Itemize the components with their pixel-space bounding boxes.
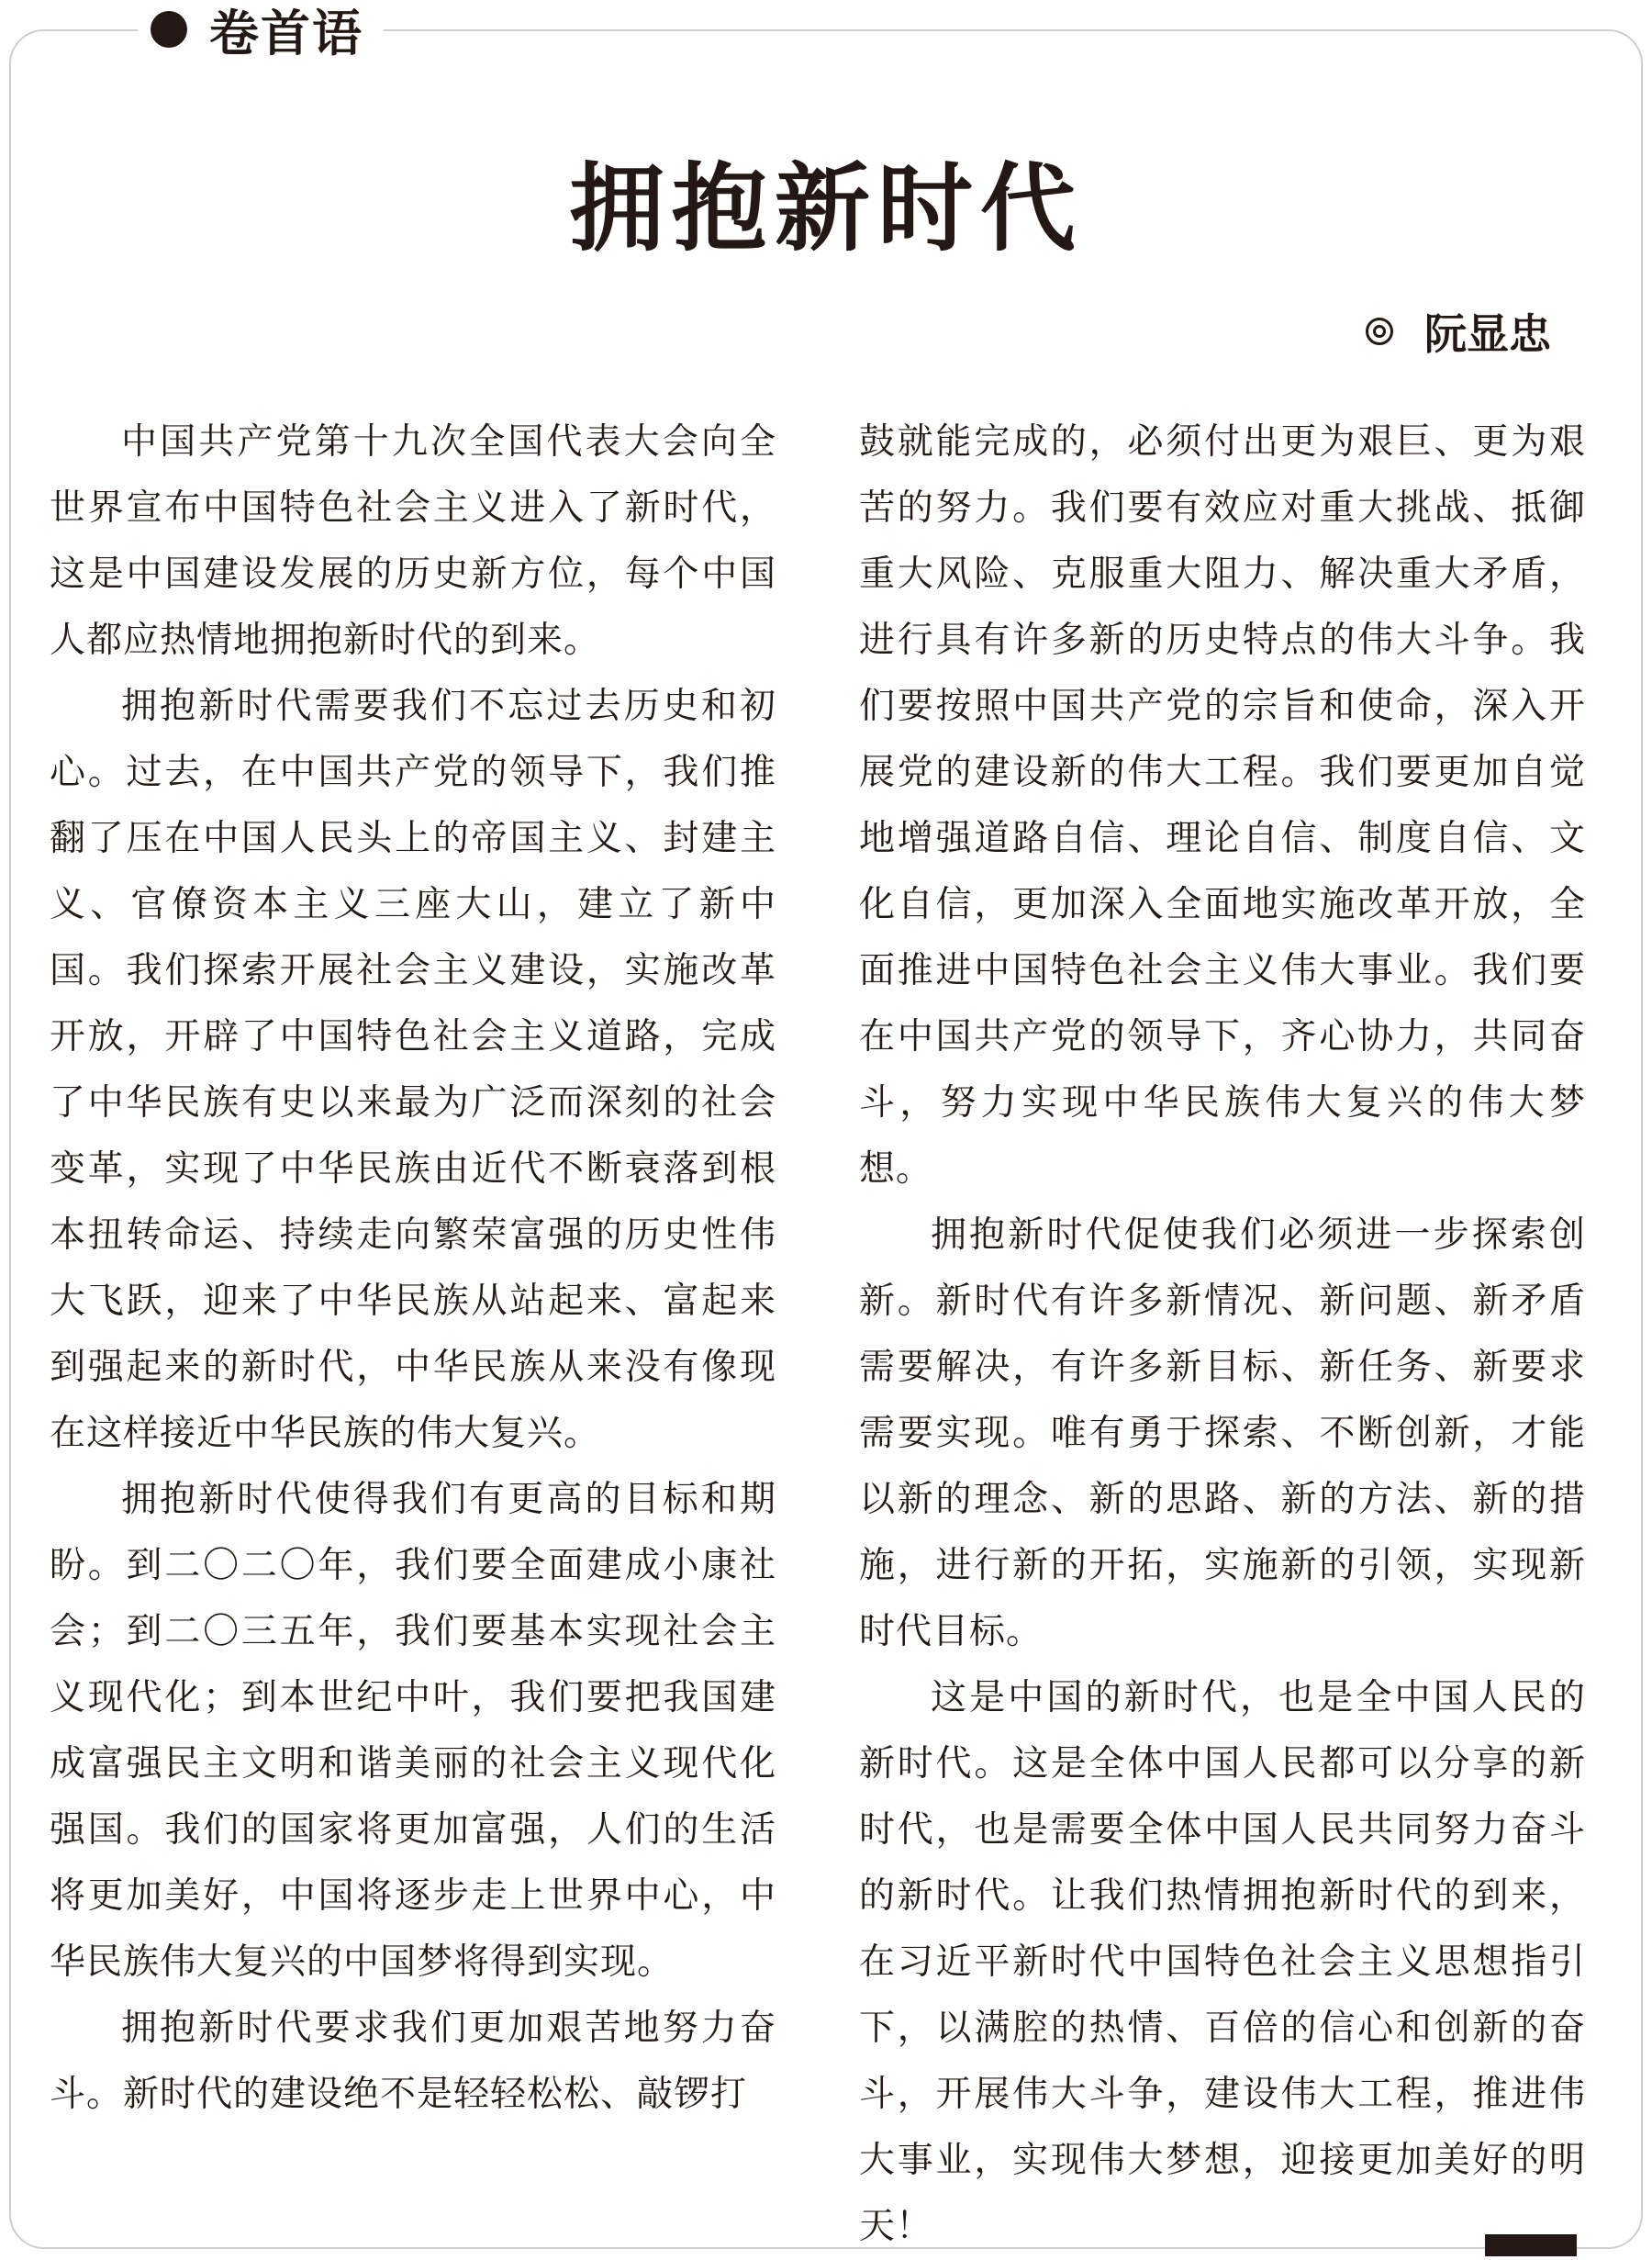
paragraph: 拥抱新时代促使我们必须进一步探索创新。新时代有许多新情况、新问题、新矛盾需要解决，有许多新目标、新任务、新要求需要实现。唯有勇于探索、不断创新，才能以新的理念、新的思路、新的方法、新的措施，进行新的开拓，实施新的引领，实现新时代目标。 [859, 1214, 1586, 1652]
author-line [1366, 301, 1551, 362]
paragraph: 中国共产党第十九次全国代表大会向全世界宣布中国特色社会主义进入了新时代，这是中国建设发展的历史新方位，每个中国人都应热情地拥抱新时代的到来。 [50, 421, 776, 661]
paragraph: 拥抱新时代需要我们不忘过去历史和初心。过去，在中国共产党的领导下，我们推翻了压在中国人民头上的帝国主义、封建主义、官僚资本主义三座大山，建立了新中国。我们探索开展社会主义建设，实施改革开放，开辟了中国特色社会主义道路，完成了中华民族有史以来最为广泛而深刻的社会变革，实现了中华民族由近代不断衰落到根本扭转命运、持续走向繁荣富强的历史性伟大飞跃，迎来了中华民族从站起来、富起来到强起来的新时代，中华民族从来没有像现在这样接近中华民族的伟大复兴。 [50, 686, 776, 1454]
paragraph: 拥抱新时代要求我们更加艰苦地努力奋斗。新时代的建设绝不是轻轻松松、敲锣打 [50, 2008, 776, 2115]
left-column [50, 409, 776, 2128]
paragraph: 拥抱新时代使得我们有更高的目标和期盼。到二〇二〇年，我们要全面建成小康社会；到二〇三五年，我们要基本实现社会主义现代化；到本世纪中叶，我们要把我国建成富强民主文明和谐美丽的社会主义现代化强国。我们的国家将更加富强，人们的生活将更加美好，中国将逐步走上世界中心，中华民族伟大复兴的中国梦将得到实现。 [50, 1479, 776, 1983]
column-label: 卷首语 [209, 4, 363, 62]
paragraph-continuation: 鼓就能完成的，必须付出更为艰巨、更为艰苦的努力。我们要有效应对重大挑战、抵御重大风险、克服重大阻力、解决重大矛盾，进行具有许多新的历史特点的伟大斗争。我们要按照中国共产党的宗旨和使命，深入开展党的建设新的伟大工程。我们要更加自觉地增强道路自信、理论自信、制度自信、文化自信，更加深入全面地实施改革开放，全面推进中国特色社会主义伟大事业。我们要在中国共产党的领导下，齐心协力，共同奋斗，努力实现中华民族伟大复兴的伟大梦想。 [859, 421, 1586, 1190]
bullet-dot-icon [151, 11, 187, 48]
author-name: 阮显忠 [1424, 309, 1551, 359]
right-column [859, 409, 1586, 2260]
column-tag [138, 0, 384, 62]
article-title: 拥抱新时代 [568, 152, 1083, 264]
paragraph: 这是中国的新时代，也是全中国人民的新时代。这是全体中国人民都可以分享的新时代，也是需要全体中国人民共同努力奋斗的新时代。让我们热情拥抱新时代的到来，在习近平新时代中国特色社会主义思想指引下，以满腔的热情、百倍的信心和创新的奋斗，开展伟大斗争，建设伟大工程，推进伟大事业，实现伟大梦想，迎接更加美好的明天！ [859, 1677, 1586, 2247]
page-tab-marker [1485, 2234, 1577, 2256]
double-circle-icon [1366, 318, 1393, 345]
